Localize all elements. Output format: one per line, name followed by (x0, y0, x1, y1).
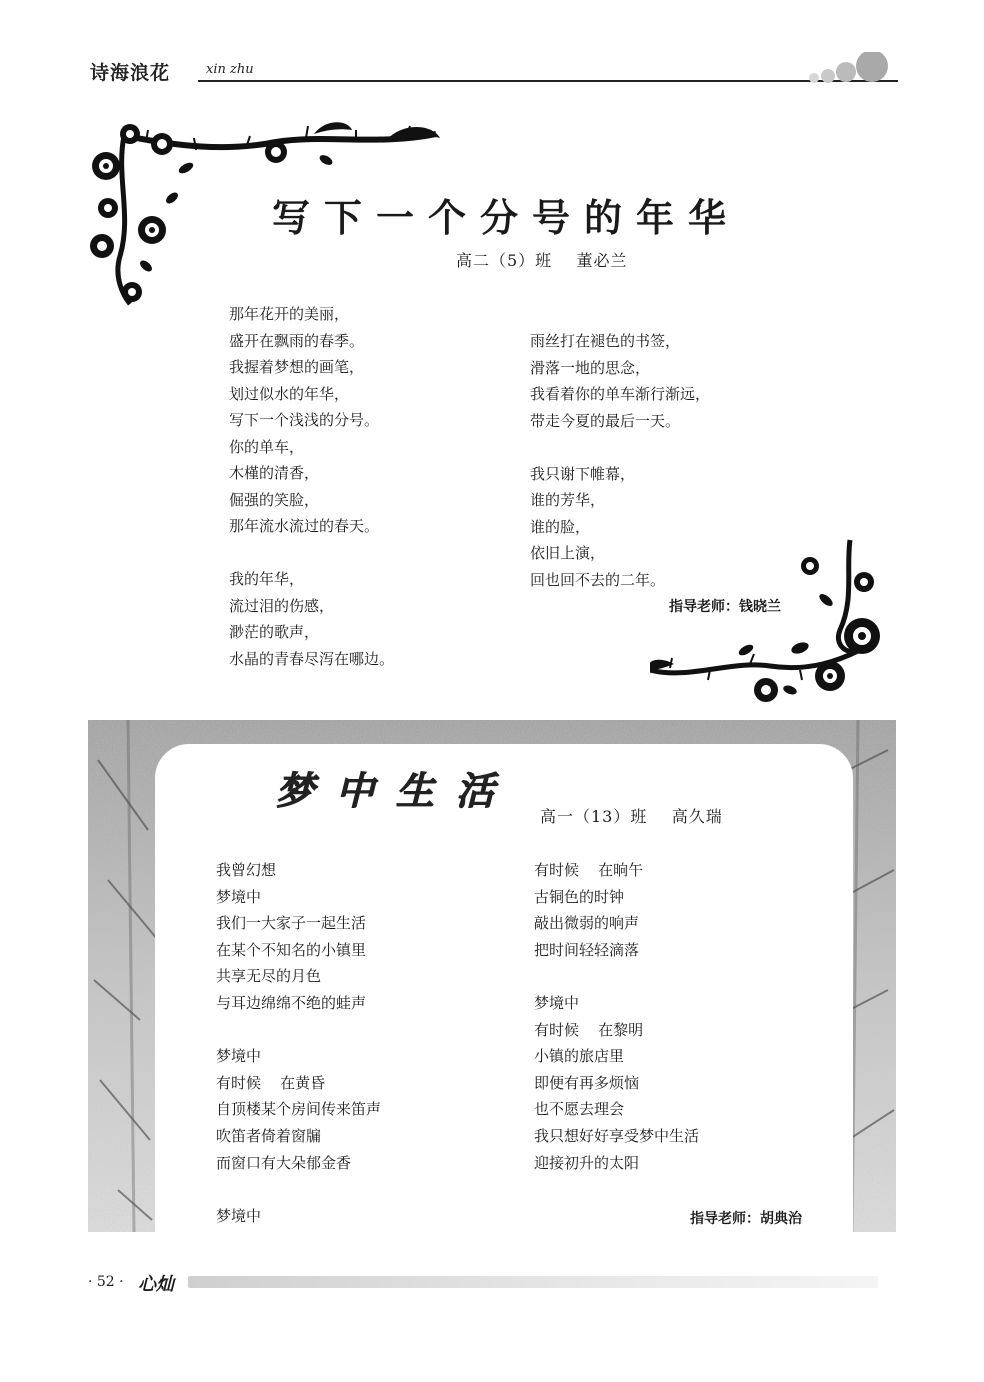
poem2-column-right (534, 857, 699, 1176)
poem-line: 即便有再多烦恼 (534, 1073, 640, 1092)
poem-line: 梦境中 (216, 1206, 262, 1225)
stanza-gap (534, 963, 699, 990)
poem-line: 谁的芳华， (530, 491, 606, 509)
poem1-column-left (229, 301, 394, 672)
stanza-gap (216, 1017, 381, 1044)
poem-line: 与耳边绵绵不绝的蛙声 (216, 993, 367, 1012)
stanza-gap (530, 434, 710, 461)
page-header (88, 52, 896, 92)
poem-line: 我的年华， (229, 570, 305, 588)
poem-line: 我曾幻想 (216, 861, 277, 879)
poem-line: 划过似水的年华， (229, 384, 350, 403)
poem-line: 有时候 在黎明 (534, 1020, 644, 1039)
header-rule (198, 80, 898, 82)
poem1-teacher: 指导老师：钱晓兰 (669, 599, 781, 615)
poem1-author: 高二（5）班 董必兰 (456, 251, 628, 270)
poem-line: 自顶楼某个房间传来笛声 (216, 1100, 382, 1119)
poem-line: 渺茫的歌声， (229, 623, 320, 641)
page-footer (88, 1272, 896, 1294)
poem2-title: 梦中生活 (276, 769, 517, 813)
poem-line: 那年花开的美丽， (229, 305, 350, 323)
poem-line: 梦境中 (216, 887, 262, 906)
magazine-name: 心灿 (138, 1274, 174, 1295)
poem-line: 共享无尽的月色 (216, 967, 322, 986)
poem1-column-right (530, 328, 710, 593)
poem-line: 回也回不去的二年。 (530, 570, 666, 589)
poem-line: 带走今夏的最后一天。 (530, 411, 681, 430)
poem2-author: 高一（13）班 高久瑞 (540, 807, 723, 826)
poem-line: 水晶的青春尽泻在哪边。 (229, 649, 395, 668)
footer-bar (188, 1276, 878, 1288)
poem-line: 倔强的笑脸， (229, 490, 320, 509)
poem-line: 有时候 在晌午 (534, 861, 644, 879)
poem-line: 我看着你的单车渐行渐远， (530, 385, 711, 403)
poem-line: 盛开在飘雨的春季。 (229, 331, 365, 350)
poem-line: 那年流水流过的春天。 (229, 517, 380, 535)
stanza-gap (216, 1176, 381, 1203)
poem-line: 滑落一地的思念， (530, 358, 651, 377)
poem-line: 也不愿去理会 (534, 1100, 625, 1119)
page-number: · 52 · (88, 1274, 124, 1290)
poem-line: 我握着梦想的画笔， (229, 358, 365, 376)
poem-line: 我只谢下帷幕， (530, 464, 636, 483)
poem-line: 有时候 在黄昏 (216, 1073, 326, 1092)
poem-line: 流过泪的伤感， (229, 596, 335, 615)
poem-line: 依旧上演， (530, 544, 606, 562)
poem-line: 梦境中 (216, 1047, 262, 1066)
poem-line: 木槿的清香， (229, 464, 320, 482)
poem-line: 古铜色的时钟 (534, 887, 625, 906)
poem1-title: 写下一个分号的年华 (272, 196, 741, 240)
section-pinyin: xin zhu (206, 62, 254, 77)
stanza-gap (229, 540, 394, 567)
section-title: 诗海浪花 (90, 62, 171, 84)
poem-line: 迎接初升的太阳 (534, 1153, 640, 1172)
poem-line: 我们一大家子一起生活 (216, 914, 367, 933)
poem-line: 小镇的旅店里 (534, 1047, 625, 1066)
poem-line: 写下一个浅浅的分号。 (229, 411, 380, 429)
poem-line: 雨丝打在褪色的书签， (530, 332, 681, 350)
poem-line: 吹笛者倚着窗牖 (216, 1126, 322, 1145)
poem-line: 敲出微弱的响声 (534, 914, 640, 933)
poem-line: 谁的脸， (530, 517, 591, 536)
poem-line: 我只想好好享受梦中生活 (534, 1126, 700, 1145)
header-circles-decoration (796, 52, 896, 88)
poem-line: 而窗口有大朵郁金香 (216, 1153, 352, 1172)
poem-line: 在某个不知名的小镇里 (216, 940, 367, 959)
poem2-column-left (216, 857, 381, 1229)
poem-line: 梦境中 (534, 993, 580, 1012)
poem-line: 把时间轻轻滴落 (534, 940, 640, 959)
poem-line: 你的单车， (229, 437, 305, 456)
poem2-teacher: 指导老师：胡典治 (690, 1211, 802, 1227)
